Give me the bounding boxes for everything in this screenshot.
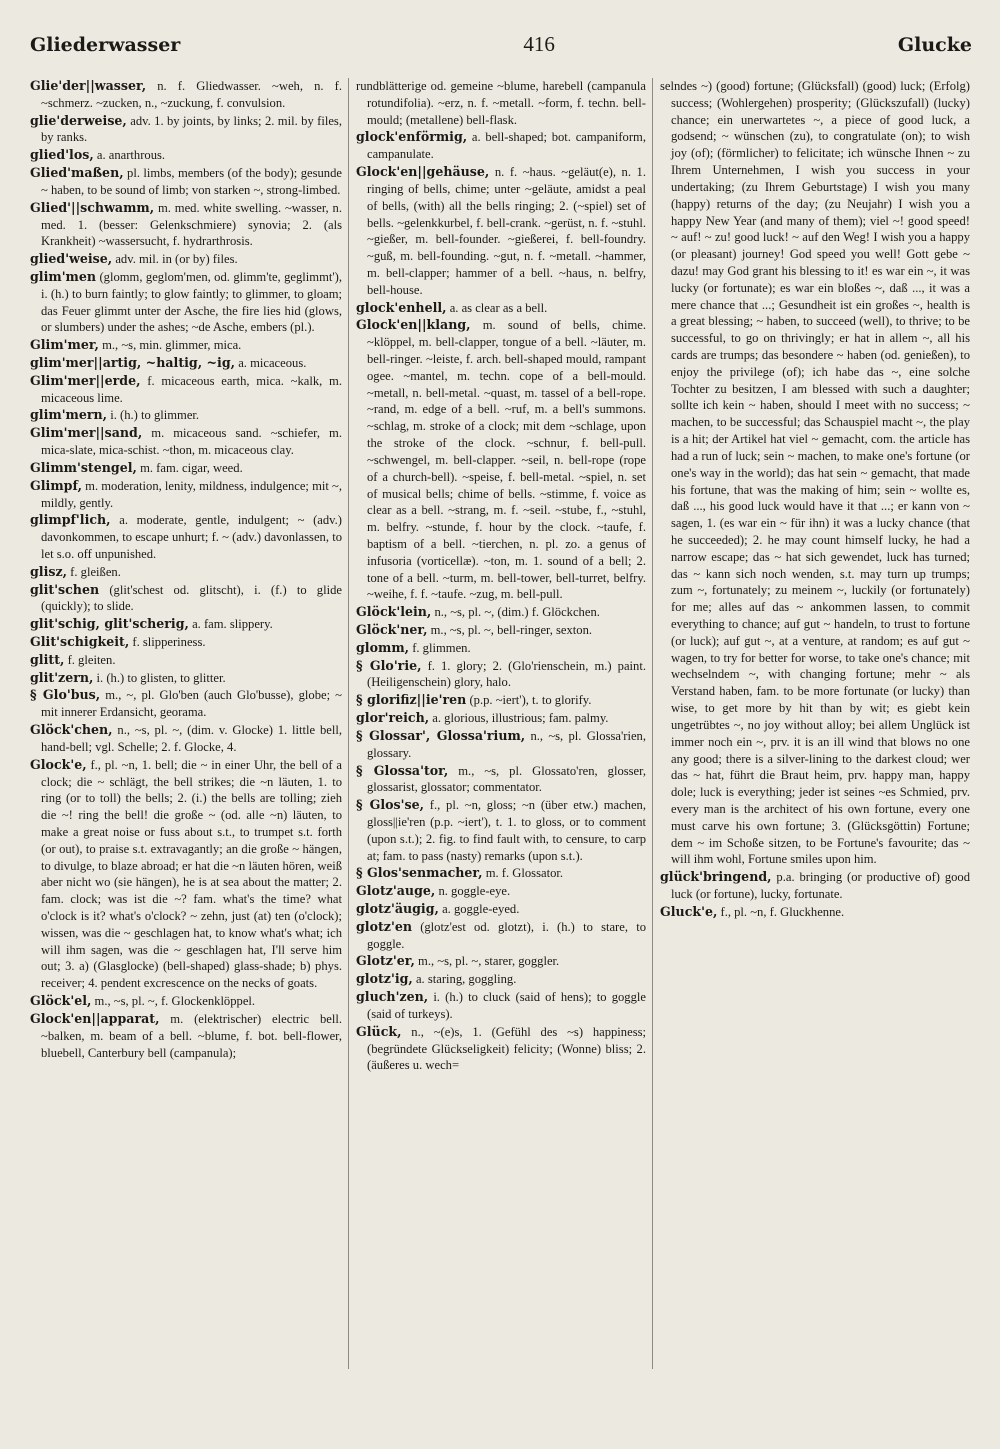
dictionary-entry	[30, 652, 342, 669]
entry-definition: m., ~s, pl. ~, starer, goggler.	[418, 954, 560, 969]
entry-headword: glisz,	[30, 563, 68, 579]
dictionary-entry	[356, 164, 646, 299]
dictionary-entry	[30, 251, 342, 268]
entry-definition: a. micaceous.	[238, 356, 307, 370]
entry-definition: m. (elektrischer) electric bell. ~balken, m. beam of a bell. ~blume, f. bot. bell-flower, bluebell, Canterbury bell (campanula);	[41, 1011, 342, 1060]
entry-headword: Glöck'lein,	[356, 604, 432, 620]
dictionary-entry	[356, 622, 646, 639]
entry-headword: Glöck'chen,	[30, 722, 113, 738]
dictionary-entry	[30, 993, 342, 1010]
entry-headword: glimpf'lich,	[30, 512, 111, 528]
entry-definition: adv. mil. in (or by) files.	[115, 252, 238, 267]
entry-definition: rundblätterige od. gemeine ~blume, harebell (campanula rotundifolia). ~erz, n. f. ~metall. ~form, f. techn. bell-mould; (metallene) bell-flask.	[356, 79, 646, 127]
entry-definition: m. moderation, lenity, mildness, indulgence; mit ~, mildly, gently.	[41, 478, 342, 510]
entry-headword: glotz'äugig,	[356, 901, 439, 916]
entry-headword: Glit'schigkeit,	[30, 634, 130, 649]
entry-headword: Glie'der||wasser,	[30, 78, 147, 93]
dictionary-entry	[356, 989, 646, 1023]
dictionary-entry	[30, 670, 342, 687]
entry-definition: m., ~s, pl. ~, bell-ringer, sexton.	[430, 623, 593, 637]
entry-definition: m., ~s, pl. ~, f. Glockenklöppel.	[94, 994, 256, 1009]
entry-definition: m. micaceous sand. ~schiefer, m. mica-slate, mica-schist. ~thon, m. micaceous clay.	[41, 426, 342, 458]
entry-definition: n., ~s, pl. ~, (dim. v. Glocke) 1. little bell, hand-bell; vgl. Schelle; 2. f. Glocke, 4.	[41, 723, 342, 754]
entry-headword: Glied'||schwamm,	[30, 199, 155, 215]
dictionary-entry	[30, 582, 342, 616]
dictionary-entry	[30, 200, 342, 250]
entry-headword: glim'mern,	[30, 407, 108, 423]
entry-headword: Glim'mer,	[30, 337, 99, 353]
entry-definition: m. f. Glossator.	[485, 866, 564, 881]
entry-headword: § Glos'se,	[356, 797, 424, 813]
entry-definition: f., pl. ~n, gloss; ~n (über etw.) machen, gloss||ie'ren (p.p. ~iert'), t. 1. to gloss, or to comment (upon s.t.); 2. fig. to find fault with, to censure, to carp at; fam. to pass (nasty) remarks (upon s.t.).	[367, 798, 646, 863]
entry-definition: (glit'schest od. glitscht), i. (f.) to glide (quickly); to slide.	[41, 582, 342, 614]
dictionary-entry	[356, 865, 646, 882]
entry-definition: f. slipperiness.	[132, 635, 206, 649]
entry-definition: m. med. white swelling. ~wasser, n. med. 1. (besser: Gelenkschmiere) synovia; 2. (als Krankheit) ~wassersucht, f. hydrarthrosis.	[41, 200, 342, 249]
dictionary-entry	[30, 269, 342, 336]
dictionary-entry	[30, 1011, 342, 1061]
entry-definition: selndes ~) (good) fortune; (Glücksfall) (good) luck; (Erfolg) success; (Wohlergehen) prosperity; (Glückszufall) (lucky) chance; ein unerwartetes ~, a piece of good luck, a godsend; ~ wünschen (zu), to congratulate (on); to wish joy (of); (förmlicher) to felicitate; ich wünsche Ihnen ~ zu Ihrem Unternehmen, I wish you success in your undertaking; (zu Ihrem Geburtstage) I wish you many (happy) returns of the day; (zu Neujahr) I wish you a happy New Year (and many of them); viel ~! good speed! ~ auf! ~ zu! good luck! ~ auf den Weg! I wish you a happy (or pleasant) journey! God speed you well! Gott gebe ~ dazu! may God grant his blessing to it! es war ein ~, it was lucky (or fortunate); es war ein bloßes ~, daß ..., it was a mere chance that ...; Gesundheit ist ein großes ~, health is a great blessing; ~ haben, to succeed (well), to thrive; to be successful, to go on thrivingly; er hat in allem ~, all his cards are trumps; das besondere ~ haben (od. genießen), to enjoy the privilege (of); ich habe das ~, eine solche Tochter zu besitzen, I am blessed with such a daughter; sollte ich kein ~ haben, should I meet with no success; ~ machen, to be successful; das Schauspiel macht ~, the play is a hit; der Artikel hat viel ~ gemacht, com. the article has had a run of luck; sein ~ machen, to make one's fortune (or one's way in the world); das hat sein ~ gemacht, that made his fortune, that was the making of him; sein ~ wollte es, daß ..., his good luck would have it that ...; er kann von ~ sagen, 1. (es war ein ~ für ihn) it was a lucky chance (that he succeeded); 2. he may count himself lucky, he had a narrow escape; das ~ hat sich gewendet, luck has turned; das ~ kann sich noch wenden, s.t. may turn up trumps; zum ~, fortunately; zu meinem ~, luckily (or fortunately) for me; alles auf das ~ ankommen lassen, to commit everything to chance; auf gut ~ handeln, to trust to fortune (or luck); auf gut ~, at a venture, at random; es auf gut ~ wagen, to try for better for worse, to take one's chance; mit wechselndem ~, with changing fortune; mehr ~ als Verstand haben, fam. to be more fortunate (or lucky) than wise, to get more by hit than by wit; es giebt kein ungetrübtes ~, no joy without alloy; bei allem Unglück ist immer noch ein ~, prv. it is an ill wind that blows no one any good; there is a silver-lining to the darkest cloud; wer das ~ hat, führt die Braut heim, prv. happy man, happy dole; luck is everything; jeder ist seines ~es Schmied, prv. every man is the architect of his own fortune, every one must carve his own fortune; 3. (Glücksgöttin) Fortune; dem ~ im Schoße sitzen, to be Fortune's favourite; das ~ will ihm wohl, Fortune smiles upon him.	[660, 79, 970, 867]
entry-headword: § glorifiz||ie'ren	[356, 692, 467, 708]
entry-headword: Glock'e,	[30, 756, 87, 772]
entry-definition: a. as clear as a bell.	[449, 300, 548, 315]
dictionary-entry	[356, 604, 646, 621]
dictionary-entry	[660, 904, 970, 921]
dictionary-entry	[660, 869, 970, 903]
entry-headword: glock'enförmig,	[356, 129, 468, 145]
entry-headword: glomm,	[356, 639, 410, 655]
dictionary-entry	[356, 1024, 646, 1074]
dictionary-entry	[30, 337, 342, 354]
dictionary-entry	[356, 710, 646, 727]
entry-headword: gluch'zen,	[356, 989, 429, 1005]
dictionary-entry	[356, 300, 646, 317]
entry-headword: Glück,	[356, 1023, 402, 1039]
dictionary-entry	[30, 460, 342, 477]
entry-headword: glotz'en	[356, 918, 412, 934]
entry-headword: Gluck'e,	[660, 903, 718, 919]
entry-definition: m., ~s, min. glimmer, mica.	[102, 338, 242, 353]
column-divider	[652, 78, 653, 1369]
entry-headword: glit'schen	[30, 581, 100, 597]
entry-definition: n., ~s, pl. Glossa'rien, glossary.	[367, 728, 646, 760]
entry-definition: m. sound of bells, chime. ~klöppel, m. bell-clapper, tongue of a bell. ~läuter, m. bell-ringer. ~leiste, f. arch. bell-shaped mould, rampant ogee. ~mantel, m. techn. cope of a bell-mould. ~metall, n. bell-metal. ~quast, m. tassel of a bell-rope. ~rand, m. edge of a bell. ~ruf, m. a bell's summons. ~schlag, m. stroke of a clock; mit dem ~schlage, upon the stroke of the clock. ~schnur, f. bell-pull. ~schwengel, m. bell-clapper. ~seil, n. bell-rope (rope of a church-bell). ~speise, f. bell-metal. ~spiel, n. set of musical bells; chime of bells. ~stimme, f. voice as clear as a bell. ~strang, m. f. ~seil. ~stube, f., ~stuhl, m. belfry. ~stunde, f. hour by the clock. ~taufe, f. baptism of a bell. ~tierchen, n. pl. zo. a genus of infusoria (vorticellæ). ~ton, m. 1. sound of a bell; 2. tone of a bell. ~turm, m. bell-tower, bell-turret, belfry. ~weihe, f. f. ~taufe. ~zug, m. bell-pull.	[367, 318, 646, 602]
dictionary-entry	[30, 373, 342, 407]
entry-definition: f. 1. glory; 2. (Glo'rienschein, m.) paint. (Heiligenschein) glory, halo.	[367, 658, 646, 690]
entry-headword: glied'weise,	[30, 251, 113, 267]
entry-headword: Glotz'er,	[356, 953, 415, 969]
entry-definition: f. glimmen.	[412, 640, 471, 655]
dictionary-entry	[30, 564, 342, 581]
entry-definition: pl. limbs, members (of the body); gesunde ~ haben, to be sound of limb; von starken ~, strong-limbed.	[41, 166, 342, 197]
dictionary-entry	[356, 728, 646, 762]
entry-headword: Glim'mer||erde,	[30, 372, 141, 388]
entry-headword: glit'zern,	[30, 669, 94, 685]
dictionary-entry	[356, 763, 646, 797]
entry-headword: Glied'maßen,	[30, 165, 124, 181]
entry-headword: § Glossa'tor,	[356, 762, 449, 778]
dictionary-entry	[356, 883, 646, 900]
entry-headword: Glimpf,	[30, 477, 82, 493]
dictionary-entry	[356, 658, 646, 692]
dictionary-entry	[356, 953, 646, 970]
dictionary-entry	[30, 147, 342, 164]
dictionary-entry	[30, 478, 342, 512]
dictionary-entry	[30, 113, 342, 147]
entry-definition: n. f. Gliedwasser. ~weh, n. f. ~schmerz. ~zucken, n., ~zuckung, f. convulsion.	[41, 79, 342, 110]
dictionary-entry	[30, 722, 342, 756]
entry-definition: n., ~s, pl. ~, (dim.) f. Glöckchen.	[434, 605, 600, 620]
entry-definition: n., ~(e)s, 1. (Gefühl des ~s) happiness; (begründete Glückseligkeit) felicity; (Wonne) bliss; 2. (äußeres u. wech=	[367, 1024, 646, 1073]
entry-definition: n. goggle-eye.	[438, 884, 511, 899]
entry-headword: glor'reich,	[356, 710, 430, 726]
dictionary-entry	[30, 78, 342, 112]
entry-definition: a. bell-shaped; bot. campaniform, campanulate.	[367, 130, 646, 162]
dictionary-entry	[30, 687, 342, 721]
entry-definition: adv. 1. by joints, by links; 2. mil. by files, by ranks.	[41, 113, 342, 145]
dictionary-entry	[30, 757, 342, 992]
entry-headword: glück'bringend,	[660, 869, 772, 885]
entry-headword: Glotz'auge,	[356, 883, 436, 899]
dictionary-entry	[356, 971, 646, 988]
dictionary-entry	[356, 78, 646, 128]
dictionary-entry	[356, 640, 646, 657]
column-left	[30, 78, 342, 1413]
entry-definition: a. anarthrous.	[96, 148, 166, 163]
entry-headword: glock'enhell,	[356, 299, 447, 315]
entry-definition: n. f. ~haus. ~geläut(e), n. 1. ringing of bells, chime; unter ~geläute, amidst a peal of bells, (with) all the bells ringing; 2. (~spiel) set of bells. ~gelenkkurbel, f. bell-crank. ~gerüst, n. f. ~stuhl. ~gießer, m. bell-founder. ~gießerei, f. bell-foundry. ~guß, m. bell-founding. ~gut, n. f. ~metall. ~hammer, m. bell-clapper; hammer of a bell. ~haus, n. belfry, bell-house.	[367, 165, 646, 297]
entry-definition: (p.p. ~iert'), t. to glorify.	[469, 693, 592, 708]
dictionary-entry	[30, 512, 342, 562]
dictionary-entry	[30, 425, 342, 459]
entry-headword: § Glos'senmacher,	[356, 865, 483, 881]
entry-headword: glim'men	[30, 268, 97, 284]
entry-definition: (glotz'est od. glotzt), i. (h.) to stare, to goggle.	[367, 919, 646, 951]
entry-definition: m., ~, pl. Glo'ben (auch Glo'busse), globe; ~ mit innerer Erdansicht, georama.	[41, 688, 342, 720]
entry-definition: f. gleiten.	[67, 652, 116, 667]
entry-definition: f. gleißen.	[70, 564, 121, 579]
entry-definition: i. (h.) to glisten, to glitter.	[96, 670, 226, 685]
column-right	[660, 78, 970, 1413]
entry-headword: § Glo'bus,	[30, 687, 101, 703]
dictionary-entry	[30, 616, 342, 633]
entry-definition: a. moderate, gentle, indulgent; ~ (adv.) davonkommen, to escape unhurt; f. ~ (adv.) davonlassen, to let s.o. off unpunished.	[41, 513, 342, 561]
entry-definition: a. glorious, illustrious; fam. palmy.	[432, 711, 609, 726]
entry-definition: f., pl. ~n, f. Gluckhenne.	[720, 904, 845, 919]
dictionary-entry	[30, 634, 342, 651]
entry-headword: glim'mer||artig, ~haltig, ~ig,	[30, 355, 236, 370]
entry-definition: i. (h.) to cluck (said of hens); to goggle (said of turkeys).	[367, 990, 646, 1021]
entry-headword: glie'derweise,	[30, 112, 127, 128]
page-number: 416	[523, 32, 555, 56]
left-running-headword: Gliederwasser	[30, 34, 181, 56]
entry-headword: Glim'mer||sand,	[30, 425, 143, 441]
dictionary-entry	[356, 797, 646, 864]
entry-definition: a. staring, goggling.	[415, 972, 517, 987]
entry-headword: glied'los,	[30, 147, 94, 163]
entry-headword: glit'schig, glit'scherig,	[30, 616, 189, 632]
running-head	[30, 32, 972, 68]
dictionary-entry	[660, 78, 970, 868]
dictionary-entry	[356, 901, 646, 918]
dictionary-entry	[356, 317, 646, 603]
column-middle	[356, 78, 646, 1413]
entry-headword: Glöck'el,	[30, 993, 92, 1009]
entry-headword: glitt,	[30, 651, 65, 667]
entry-definition: m. fam. cigar, weed.	[140, 460, 243, 475]
entry-headword: Glöck'ner,	[356, 622, 428, 637]
dictionary-entry	[356, 692, 646, 709]
entry-definition: a. goggle-eyed.	[442, 902, 520, 916]
entry-headword: Glock'en||klang,	[356, 317, 471, 333]
entry-definition: i. (h.) to glimmer.	[110, 408, 200, 423]
entry-headword: Glimm'stengel,	[30, 459, 137, 475]
entry-definition: f. micaceous earth, mica. ~kalk, m. micaceous lime.	[41, 373, 342, 405]
dictionary-entry	[30, 165, 342, 199]
dictionary-entry	[30, 355, 342, 372]
entry-headword: Glock'en||apparat,	[30, 1010, 160, 1026]
dictionary-entry	[30, 407, 342, 424]
column-divider	[348, 78, 349, 1369]
dictionary-entry	[356, 919, 646, 953]
right-running-headword: Glucke	[897, 34, 972, 56]
entry-headword: § Glossar', Glossa'rium,	[356, 727, 526, 743]
entry-definition: (glomm, geglom'men, od. glimm'te, geglimmt'), i. (h.) to burn faintly; to glow faintly; to glimmer, to gloam; das Feuer glimmt unter der Asche, the fire lies hid (glows, or slumbers) under the ashes; ~de Asche, embers (pl.).	[41, 269, 342, 335]
dictionary-entry	[356, 129, 646, 163]
entry-definition: p.a. bringing (or productive of) good luck (or fortune), lucky, fortunate.	[671, 870, 970, 901]
entry-headword: Glock'en||gehäuse,	[356, 164, 490, 180]
entry-headword: § Glo'rie,	[356, 657, 422, 673]
entry-definition: m., ~s, pl. Glossato'ren, glosser, glossarist, glossator; commentator.	[367, 763, 646, 795]
entry-definition: a. fam. slippery.	[192, 617, 273, 632]
entry-definition: f., pl. ~n, 1. bell; die ~ in einer Uhr, the bell of a clock; die ~ schlägt, the bell strikes; die ~n läuten, 1. to ring (or to toll) the bells; 2. (i.) the bells are tolling; zieh die ~! ring the bell! die große ~ (od. alle ~n) läuten, to make a great noise or fuss about s.t., to trumpet s.t. forth (or out), to praise s.t. extravagantly; an die große ~ hängen, to divulge, to blaze abroad; er hat die ~n läuten hören, weiß aber nicht wo (sie hängen), he is at sea about the matter; 2. fam. clock; was ist die ~? fam. what's the time? what o'clock is it? what's o'clock? ~ zehn, just (at) ten (o'clock); wissen, was die ~ geschlagen hat, to know what's what; ich will ihm sagen, was die ~ geschlagen hat, I'll serve him out; 3. a) (Glasglocke) (bell-shaped) glass-shade; b) phys. receiver; 4. pendent excrescence on the necks of goats.	[41, 757, 342, 991]
entry-headword: glotz'ig,	[356, 971, 413, 987]
